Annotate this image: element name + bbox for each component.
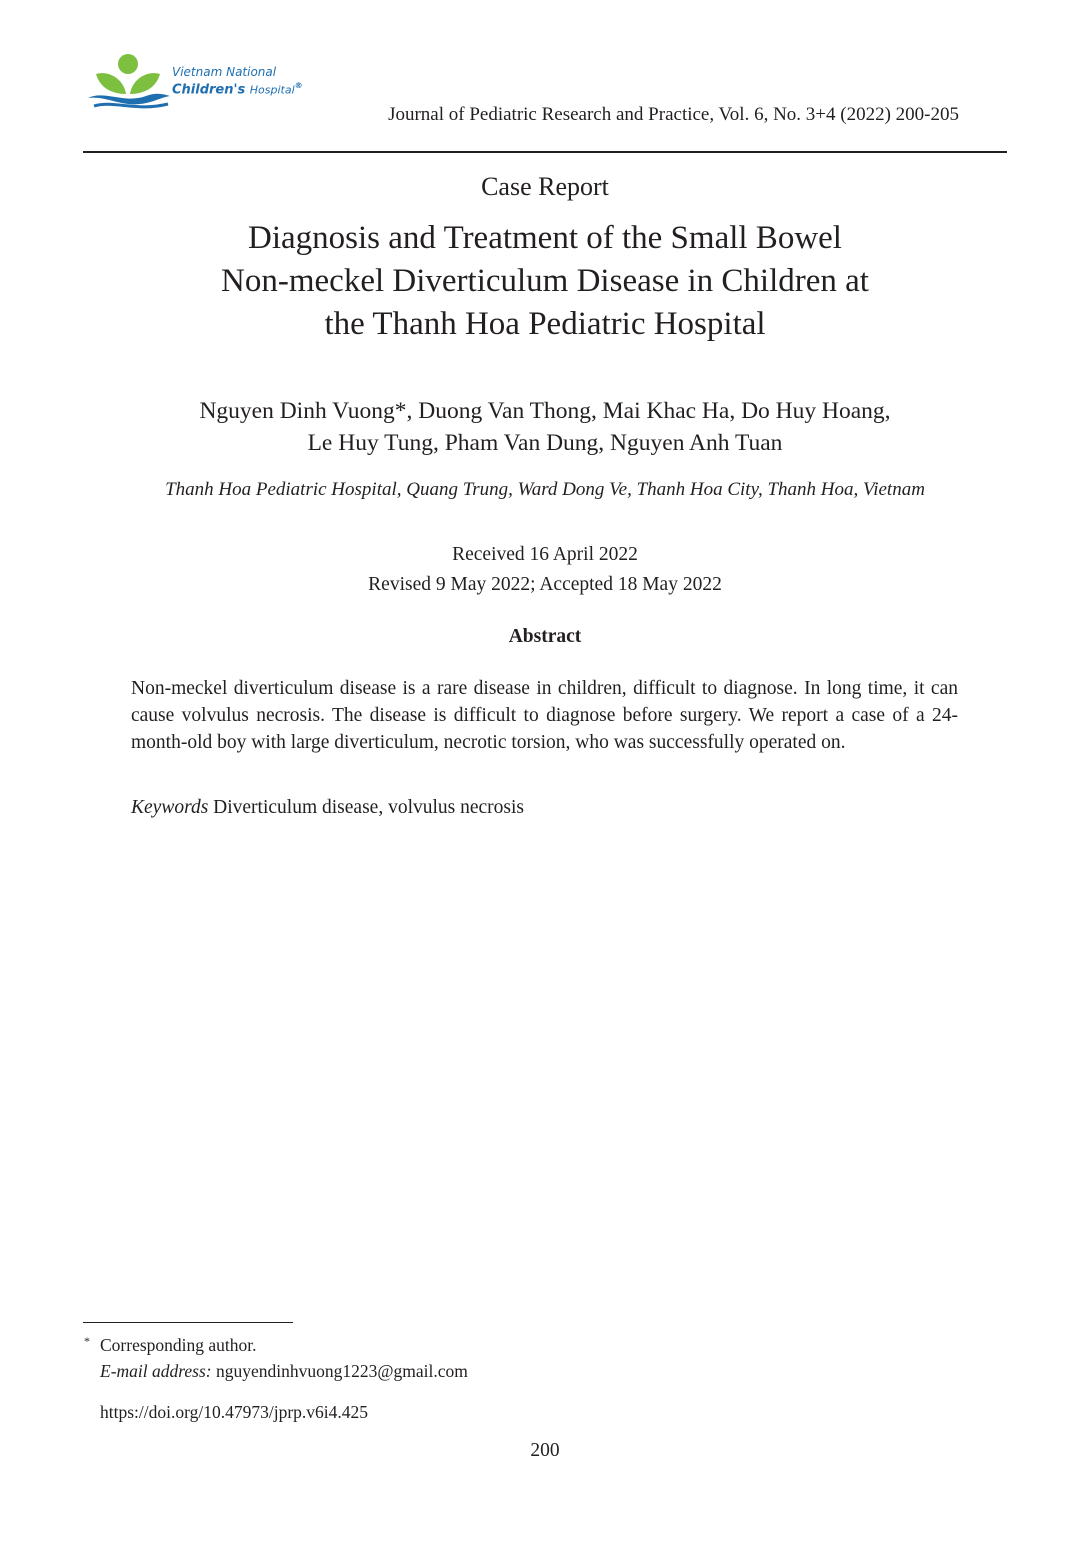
title-line: Diagnosis and Treatment of the Small Bowel — [248, 220, 842, 256]
article-title — [0, 217, 1090, 346]
email-line — [84, 1358, 468, 1384]
authors — [0, 395, 1090, 459]
email-label: E-mail address: — [100, 1361, 212, 1381]
abstract-text: Non-meckel diverticulum disease is a rare disease in children, difficult to diagnose. In long time, it can cause volvulus necrosis. The disease is difficult to diagnose before surgery. We report a case of a 24-month-old boy with large diverticulum, necrotic torsion, who was successfully operated on. — [131, 678, 958, 753]
footnote — [84, 1332, 468, 1384]
logo-line-1: Vietnam National — [172, 65, 277, 79]
authors-line: Le Huy Tung, Pham Van Dung, Nguyen Anh Tuan — [307, 430, 783, 456]
affiliation: Thanh Hoa Pediatric Hospital, Quang Trung, Ward Dong Ve, Thanh Hoa City, Thanh Hoa, Vietnam — [165, 479, 925, 500]
childrens-hospital-logo-icon — [84, 52, 174, 114]
doi-link[interactable]: https://doi.org/10.47973/jprp.v6i4.425 — [100, 1402, 369, 1422]
journal-logo — [84, 52, 314, 120]
logo-registered: ® — [294, 81, 303, 90]
revised-accepted-date: Revised 9 May 2022; Accepted 18 May 2022 — [368, 574, 722, 595]
footnote-marker: * — [84, 1334, 90, 1348]
logo-line-2-small: Hospital — [249, 83, 295, 97]
keywords — [131, 797, 524, 819]
journal-citation: Journal of Pediatric Research and Practice, Vol. 6, No. 3+4 (2022) 200-205 — [388, 104, 959, 125]
header-rule — [83, 151, 1007, 153]
article-type: Case Report — [481, 172, 609, 201]
page-number: 200 — [530, 1440, 560, 1461]
title-line: Non-meckel Diverticulum Disease in Children at — [221, 263, 869, 299]
article-dates — [0, 540, 1090, 600]
logo-line-2-main: Children's — [172, 82, 246, 98]
received-date: Received 16 April 2022 — [452, 544, 638, 565]
keywords-label: Keywords — [131, 797, 209, 818]
logo-line-2 — [172, 81, 303, 97]
title-line: the Thanh Hoa Pediatric Hospital — [324, 306, 766, 342]
email-address[interactable]: nguyendinhvuong1223@gmail.com — [216, 1361, 468, 1381]
corresponding-author: Corresponding author. — [100, 1335, 257, 1355]
authors-line: Nguyen Dinh Vuong*, Duong Van Thong, Mai Khac Ha, Do Huy Hoang, — [199, 398, 891, 424]
abstract-heading: Abstract — [508, 626, 582, 647]
footnote-rule — [83, 1322, 293, 1323]
keywords-value: Diverticulum disease, volvulus necrosis — [213, 797, 525, 818]
